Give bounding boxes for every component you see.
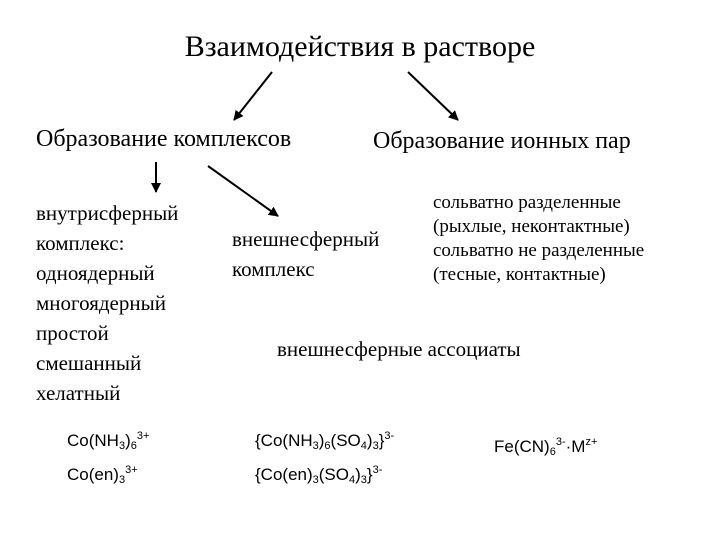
list-item: внешнесферный	[232, 227, 380, 251]
list-item: хелатный	[36, 381, 121, 405]
branch-complexes: Образование комплексов	[36, 126, 292, 152]
list-item: (рыхлые, неконтактные)	[433, 216, 630, 237]
outer-sphere-formulas	[255, 424, 394, 492]
arrow-to-ion-pairs	[408, 72, 458, 120]
outer-sphere-complex	[232, 224, 379, 284]
branch-ion-pairs: Образование ионных пар	[373, 128, 631, 154]
formula-line: $\{Co(en)_3(SO_4)_3\}^{3-}$	[255, 464, 383, 486]
list-item: сольватно разделенные	[433, 192, 621, 213]
list-item: простой	[36, 321, 109, 345]
list-item: сольватно не разделенные	[433, 240, 645, 261]
inner-sphere-list	[36, 198, 178, 408]
ion-pair-formula: $Fe(CN)_6^{3-}\cdot M^{z+}$	[494, 436, 598, 458]
ion-pair-types	[433, 191, 644, 287]
formula-line: $Co(en)_3^{3+}$	[67, 464, 138, 486]
list-item: смешанный	[36, 351, 142, 375]
list-item: одноядерный	[36, 261, 155, 285]
list-item: комплекс	[232, 257, 315, 281]
list-item: многоядерный	[36, 291, 166, 315]
list-item: комплекс:	[36, 231, 125, 255]
list-item: внутрисферный	[36, 201, 179, 225]
formula-line: $Co(NH_3)_6^{3+}$	[67, 430, 150, 452]
diagram-title: Взаимодействия в растворе	[184, 30, 536, 63]
formula-line: $\{Co(NH_3)_6(SO_4)_3\}^{3-}$	[255, 430, 395, 452]
list-item: (тесные, контактные)	[433, 264, 606, 285]
inner-sphere-formulas	[67, 424, 149, 492]
arrow-to-outer-sphere	[208, 166, 278, 216]
arrow-to-complexes	[234, 72, 272, 120]
outer-sphere-associates: внешнесферные ассоциаты	[277, 337, 521, 361]
